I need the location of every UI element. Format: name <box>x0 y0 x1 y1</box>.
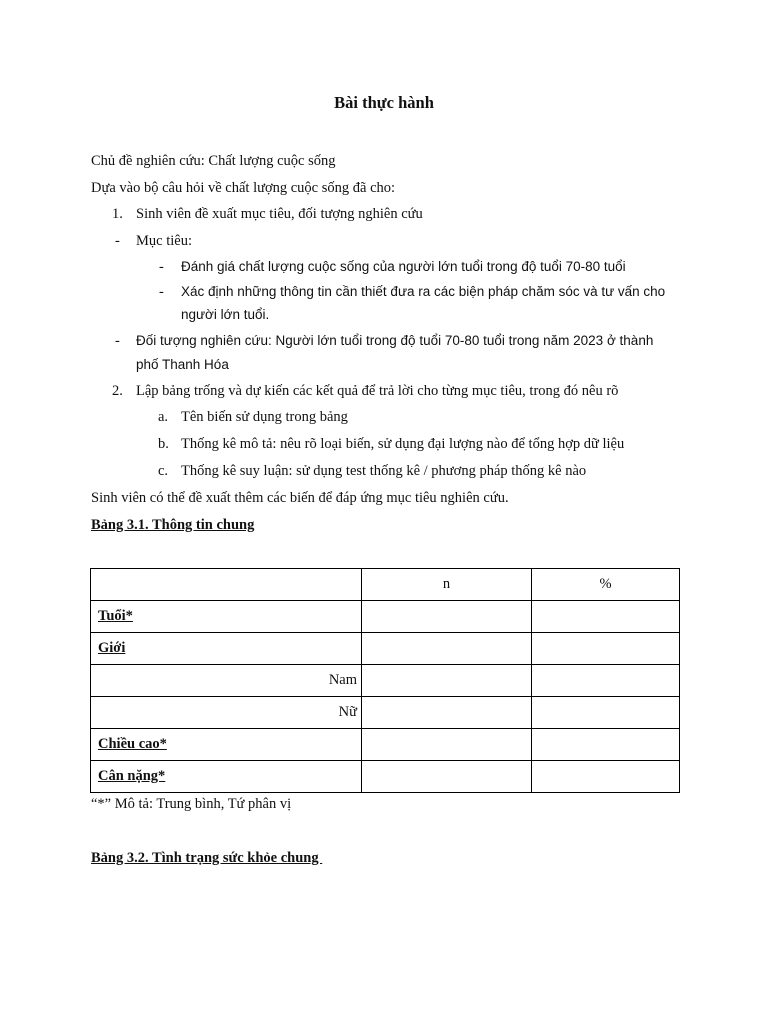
study-subject-line-2: phố Thanh Hóa <box>136 357 229 372</box>
objective-2-line-2: người lớn tuổi. <box>181 307 270 322</box>
cell-n <box>362 601 532 633</box>
cell-n <box>362 729 532 761</box>
general-info-table <box>90 568 680 793</box>
row-label-male: Nam <box>91 665 362 697</box>
row-label-height: Chiều cao* <box>91 729 362 761</box>
bullet-dash: - <box>159 284 164 300</box>
header-cell-blank <box>91 569 362 601</box>
bullet-dash: - <box>115 233 120 249</box>
cell-n <box>362 761 532 793</box>
cell-percent <box>532 697 680 729</box>
row-label-gender: Giới <box>91 633 362 665</box>
table-2-title: Bảng 3.2. Tình trạng sức khỏe chung <box>91 850 323 866</box>
objective-label: Mục tiêu: <box>136 233 192 249</box>
cell-percent <box>532 729 680 761</box>
list-marker-1: 1. <box>112 206 123 222</box>
objective-2-line-1: Xác định những thông tin cần thiết đưa ra các biện pháp chăm sóc và tư vấn cho <box>181 284 666 299</box>
cell-n <box>362 665 532 697</box>
list-item-2: Lập bảng trống và dự kiến các kết quả để trả lời cho từng mục tiêu, trong đó nêu rõ <box>136 383 619 399</box>
sublist-marker-b: b. <box>158 436 169 452</box>
cell-percent <box>532 761 680 793</box>
objective-1: Đánh giá chất lượng cuộc sống của người lớn tuổi trong độ tuổi 70-80 tuổi <box>181 259 626 274</box>
table-row <box>91 633 680 665</box>
cell-n <box>362 633 532 665</box>
study-subject-line-1: Đối tượng nghiên cứu: Người lớn tuổi trong độ tuổi 70-80 tuổi trong năm 2023 ở thành <box>136 333 654 348</box>
bullet-dash: - <box>115 333 120 349</box>
cell-percent <box>532 633 680 665</box>
row-label-weight: Cân nặng* <box>91 761 362 793</box>
table-footnote: “*” Mô tả: Trung bình, Tứ phân vị <box>91 796 292 812</box>
extra-note: Sinh viên có thể đề xuất thêm các biến để đáp ứng mục tiêu nghiên cứu. <box>91 490 509 506</box>
row-label-female: Nữ <box>91 697 362 729</box>
cell-percent <box>532 601 680 633</box>
table-header-row <box>91 569 680 601</box>
cell-percent <box>532 665 680 697</box>
cell-n <box>362 697 532 729</box>
list-item-1: Sinh viên đề xuất mục tiêu, đối tượng nghiên cứu <box>136 206 423 222</box>
list-marker-2: 2. <box>112 383 123 399</box>
bullet-dash: - <box>159 259 164 275</box>
header-cell-n: n <box>362 569 532 601</box>
intro-text: Dựa vào bộ câu hỏi về chất lượng cuộc sống đã cho: <box>91 180 396 196</box>
table-row <box>91 697 680 729</box>
sublist-marker-c: c. <box>158 463 169 479</box>
sublist-marker-a: a. <box>158 409 169 425</box>
sublist-item-c: Thống kê suy luận: sử dụng test thống kê / phương pháp thống kê nào <box>181 463 587 479</box>
table-1-title: Bảng 3.1. Thông tin chung <box>91 517 255 533</box>
sublist-item-b: Thống kê mô tả: nêu rõ loại biến, sử dụng đại lượng nào để tổng hợp dữ liệu <box>181 436 625 452</box>
table-row <box>91 601 680 633</box>
sublist-item-a: Tên biến sử dụng trong bảng <box>181 409 348 425</box>
header-cell-percent: % <box>532 569 680 601</box>
table-row <box>91 665 680 697</box>
research-topic: Chủ đề nghiên cứu: Chất lượng cuộc sống <box>91 153 336 169</box>
page-title: Bài thực hành <box>334 93 434 112</box>
table-row <box>91 761 680 793</box>
row-label-age: Tuổi* <box>91 601 362 633</box>
table-row <box>91 729 680 761</box>
